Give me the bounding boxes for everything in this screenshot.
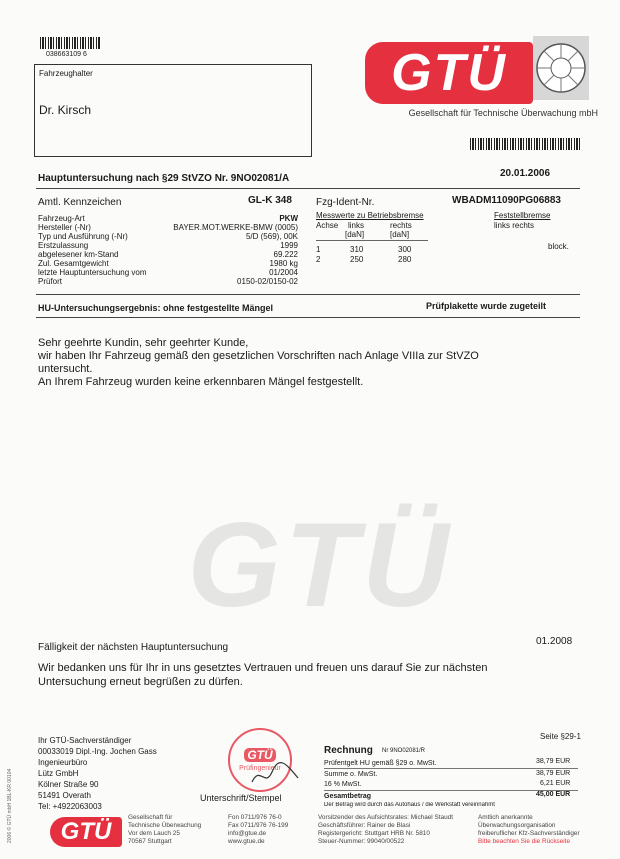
spec-value: 5/D (569), 00K bbox=[245, 232, 298, 241]
letter-greeting: Sehr geehrte Kundin, sehr geehrter Kunde, bbox=[38, 337, 249, 349]
invoice-row-value: 38,79 EUR bbox=[536, 758, 571, 765]
park-brake-title: Feststellbremse bbox=[494, 211, 551, 220]
expert-line: Kölner Straße 90 bbox=[38, 780, 99, 789]
footer-line: Steuer-Nummer: 99040/00522 bbox=[318, 838, 405, 845]
spec-label: Typ und Ausführung (-Nr) bbox=[38, 232, 128, 241]
spec-row bbox=[38, 232, 298, 241]
footer-line: Amtlich anerkannte bbox=[478, 814, 533, 821]
footer-line: info@gtue.de bbox=[228, 830, 267, 837]
footer-line: Vor dem Lauch 25 bbox=[128, 830, 180, 837]
park-brake-value: block. bbox=[548, 242, 569, 251]
thanks-line: Untersuchung erneut begrüßen zu dürfen. bbox=[38, 676, 243, 688]
expert-line: 51491 Overath bbox=[38, 791, 91, 800]
inspection-badge-icon bbox=[533, 36, 589, 100]
footer-org bbox=[478, 814, 580, 846]
brake-links: 250 bbox=[350, 255, 364, 264]
spec-label: Zul. Gesamtgewicht bbox=[38, 259, 109, 268]
footer-address bbox=[128, 814, 201, 846]
expert-line: 00033019 Dipl.-Ing. Jochen Gass bbox=[38, 747, 157, 756]
invoice-row-label: 16 % MwSt. bbox=[324, 781, 362, 788]
invoice-number: Nr 9NO02081/R bbox=[382, 748, 426, 754]
plakette-text: Prüfplakette wurde zugeteilt bbox=[426, 301, 547, 311]
footer-line: freiberuflicher Kfz-Sachverständiger bbox=[478, 830, 580, 837]
top-barcode bbox=[40, 37, 100, 49]
spec-value: 01/2004 bbox=[269, 268, 298, 277]
brake-title: Messwerte zu Betriebsbremse bbox=[316, 211, 424, 220]
letter-line: wir haben Ihr Fahrzeug gemäß den gesetzlichen Vorschriften nach Anlage VIIIa zur StVZO bbox=[38, 350, 479, 362]
gtue-logo bbox=[365, 42, 533, 104]
spec-value: 1999 bbox=[280, 241, 298, 250]
brake-divider bbox=[316, 240, 428, 241]
footer-line: Bitte beachten Sie die Rückseite bbox=[478, 838, 571, 845]
letter-line: untersucht. bbox=[38, 363, 93, 375]
spec-row bbox=[38, 277, 298, 286]
spec-value: 69.222 bbox=[273, 250, 298, 259]
thanks-line: Wir bedanken uns für Ihr in uns gesetztes Vertrauen und freuen uns darauf Sie zur nächsten bbox=[38, 662, 488, 674]
brake-unit-rechts: [daN] bbox=[390, 230, 410, 239]
brake-col-links: links bbox=[348, 221, 365, 230]
brake-achse: 1 bbox=[316, 245, 321, 254]
spec-row bbox=[38, 268, 298, 277]
signature-icon bbox=[250, 760, 300, 790]
brake-links: 310 bbox=[350, 245, 364, 254]
spec-row bbox=[38, 214, 298, 223]
divider bbox=[36, 188, 580, 189]
invoice-total-value: 45,00 EUR bbox=[536, 791, 571, 798]
brake-unit-links: [daN] bbox=[345, 230, 365, 239]
footer-line: Fax 0711/976 76-199 bbox=[228, 822, 289, 829]
invoice-note: Der Betrag wird durch das Autohaus / die Werkstatt vereinnahmt bbox=[324, 802, 495, 808]
footer-line: Geschäftsführer: Rainer de Blasi bbox=[318, 822, 411, 829]
footer-contact bbox=[228, 814, 288, 846]
holder-box bbox=[34, 64, 312, 157]
invoice-total-label: Gesamtbetrag bbox=[324, 793, 372, 800]
stamp-logo-text: GTÜ bbox=[244, 748, 275, 762]
spec-row bbox=[38, 259, 298, 268]
signature-label: Unterschrift/Stempel bbox=[200, 793, 282, 803]
gtue-watermark bbox=[120, 500, 520, 630]
invoice-divider bbox=[324, 768, 578, 769]
doc-number: 038663109 6 bbox=[46, 51, 87, 58]
side-code: 2006 © GTÜ mbH 1BL-KR 00104 bbox=[7, 768, 13, 843]
letter-line: An Ihrem Fahrzeug wurden keine erkennbaren Mängel festgestellt. bbox=[38, 376, 364, 388]
brake-rechts: 300 bbox=[398, 245, 412, 254]
stamp-text: Prüfingenieur bbox=[239, 765, 281, 772]
expert-line: Lütz GmbH bbox=[38, 769, 79, 778]
divider bbox=[36, 317, 580, 318]
spec-label: letzte Hauptuntersuchung vom bbox=[38, 268, 147, 277]
result-text: HU-Untersuchungsergebnis: ohne festgestellte Mängel bbox=[38, 303, 274, 313]
next-inspection-date: 01.2008 bbox=[536, 636, 573, 647]
holder-label: Fahrzeughalter bbox=[39, 69, 93, 78]
footer-line: Registergericht: Stuttgart HRB Nr. 5810 bbox=[318, 830, 430, 837]
spec-label: Fahrzeug-Art bbox=[38, 214, 85, 223]
page-ref: Seite §29-1 bbox=[540, 732, 581, 741]
spec-label: Hersteller (-Nr) bbox=[38, 223, 91, 232]
plate-label: Amtl. Kennzeichen bbox=[38, 197, 122, 208]
spec-row bbox=[38, 241, 298, 250]
spec-value: PKW bbox=[279, 214, 298, 223]
invoice-row-value: 6,21 EUR bbox=[540, 780, 571, 787]
brake-col-achse: Achse bbox=[316, 221, 339, 230]
brake-rechts: 280 bbox=[398, 255, 412, 264]
spec-value: 1980 kg bbox=[269, 259, 298, 268]
expert-line: Ihr GTÜ-Sachverständiger bbox=[38, 736, 132, 745]
brake-achse: 2 bbox=[316, 255, 321, 264]
brake-col-rechts: rechts bbox=[390, 221, 412, 230]
invoice-row-label: Prüfentgelt HU gemäß §29 o. MwSt. bbox=[324, 760, 437, 767]
footer-line: Überwachungsorganisation bbox=[478, 822, 556, 829]
spec-value: 0150-02/0150-02 bbox=[237, 277, 298, 286]
expert-line: Tel: +4922063003 bbox=[38, 802, 102, 811]
invoice-row-value: 38,79 EUR bbox=[536, 770, 571, 777]
invoice-title: Rechnung bbox=[324, 745, 373, 756]
next-inspection-label: Fälligkeit der nächsten Hauptuntersuchung bbox=[38, 642, 229, 653]
footer-logo-text: GTÜ bbox=[60, 818, 112, 845]
footer-line: Fon 0711/976 76-0 bbox=[228, 814, 282, 821]
footer-line: 70567 Stuttgart bbox=[128, 838, 172, 845]
report-title: Hauptuntersuchung nach §29 StVZO Nr. 9NO02081/A bbox=[38, 173, 290, 184]
spec-label: abgelesener km-Stand bbox=[38, 250, 119, 259]
right-barcode bbox=[470, 138, 580, 150]
spec-label: Prüfort bbox=[38, 277, 63, 286]
footer-gtue-logo bbox=[50, 817, 122, 847]
footer-line: www.gtue.de bbox=[228, 838, 265, 845]
watermark-text: GTÜ bbox=[187, 498, 453, 632]
expert-block bbox=[38, 735, 157, 812]
footer-line: Gesellschaft für bbox=[128, 814, 173, 821]
plate-value: GL-K 348 bbox=[248, 195, 292, 206]
holder-name: Dr. Kirsch bbox=[39, 103, 92, 117]
vin-label: Fzg-Ident-Nr. bbox=[316, 197, 375, 208]
report-date: 20.01.2006 bbox=[500, 168, 551, 179]
spec-row bbox=[38, 223, 298, 232]
brand-tagline: Gesellschaft für Technische Überwachung mbH bbox=[408, 108, 598, 118]
spec-label: Erstzulassung bbox=[38, 241, 89, 250]
expert-line: Ingenieurbüro bbox=[38, 758, 88, 767]
footer-legal bbox=[318, 814, 453, 846]
vin-value: WBADM11090PG06883 bbox=[452, 195, 561, 206]
spec-value: BAYER.MOT.WERKE-BMW (0005) bbox=[173, 223, 298, 232]
footer-line: Vorsitzender des Aufsichtsrates: Michael Staudt bbox=[318, 814, 453, 821]
gtue-logo-text: GTÜ bbox=[391, 44, 507, 102]
park-brake-sub: links rechts bbox=[494, 221, 535, 230]
invoice-row-label: Summe o. MwSt. bbox=[324, 771, 378, 778]
spec-row bbox=[38, 250, 298, 259]
footer-line: Technische Überwachung bbox=[128, 822, 202, 829]
divider bbox=[36, 294, 580, 295]
